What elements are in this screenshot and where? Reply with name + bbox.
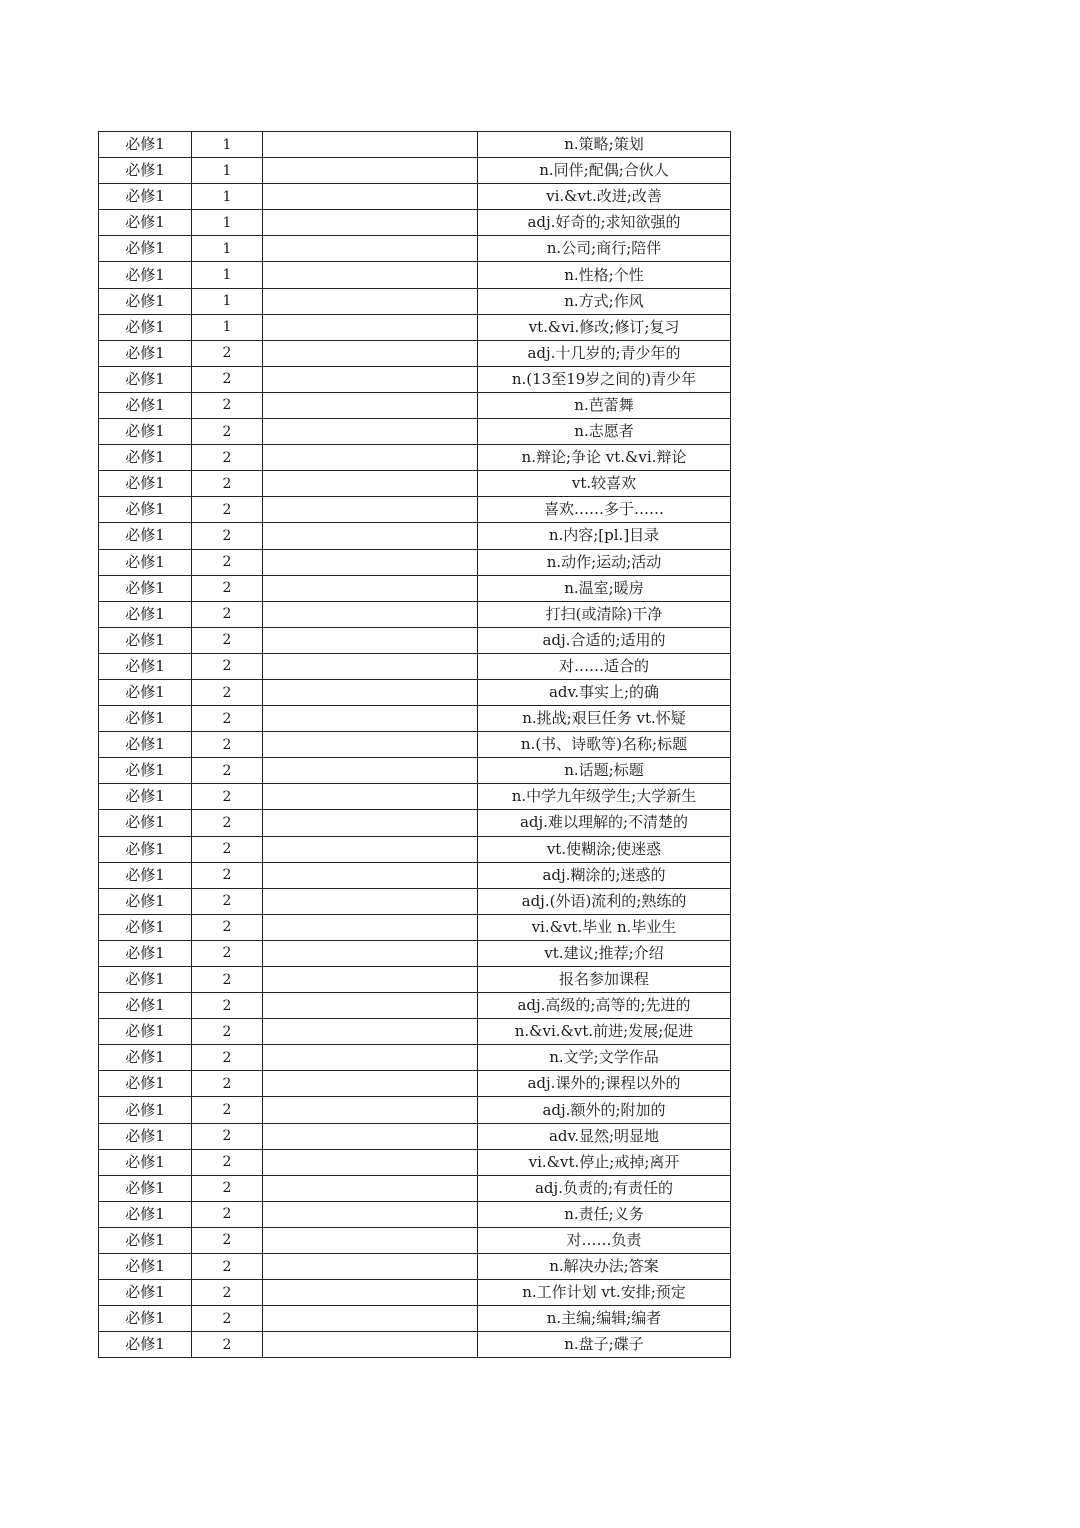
word-cell xyxy=(263,914,478,940)
book-cell: 必修1 xyxy=(99,888,192,914)
meaning-cell: n.&vi.&vt.前进;发展;促进 xyxy=(478,1019,731,1045)
unit-cell: 1 xyxy=(192,236,263,262)
table-row xyxy=(99,1175,731,1201)
unit-cell: 2 xyxy=(192,888,263,914)
word-cell xyxy=(263,1097,478,1123)
unit-cell: 2 xyxy=(192,758,263,784)
book-cell: 必修1 xyxy=(99,1175,192,1201)
vocabulary-table-body xyxy=(99,132,731,1358)
book-cell: 必修1 xyxy=(99,158,192,184)
unit-cell: 2 xyxy=(192,523,263,549)
table-row xyxy=(99,993,731,1019)
meaning-cell: vt.&vi.修改;修订;复习 xyxy=(478,314,731,340)
unit-cell: 2 xyxy=(192,653,263,679)
book-cell: 必修1 xyxy=(99,1071,192,1097)
meaning-cell: n.志愿者 xyxy=(478,419,731,445)
meaning-cell: adv.显然;明显地 xyxy=(478,1123,731,1149)
table-row xyxy=(99,392,731,418)
book-cell: 必修1 xyxy=(99,784,192,810)
unit-cell: 2 xyxy=(192,340,263,366)
word-cell xyxy=(263,758,478,784)
book-cell: 必修1 xyxy=(99,1227,192,1253)
table-row xyxy=(99,210,731,236)
meaning-cell: n.文学;文学作品 xyxy=(478,1045,731,1071)
unit-cell: 2 xyxy=(192,445,263,471)
book-cell: 必修1 xyxy=(99,627,192,653)
word-cell xyxy=(263,1123,478,1149)
book-cell: 必修1 xyxy=(99,549,192,575)
unit-cell: 2 xyxy=(192,1123,263,1149)
table-row xyxy=(99,1045,731,1071)
unit-cell: 1 xyxy=(192,158,263,184)
book-cell: 必修1 xyxy=(99,706,192,732)
table-row xyxy=(99,836,731,862)
meaning-cell: 对……适合的 xyxy=(478,653,731,679)
book-cell: 必修1 xyxy=(99,940,192,966)
book-cell: 必修1 xyxy=(99,445,192,471)
unit-cell: 2 xyxy=(192,1201,263,1227)
word-cell xyxy=(263,471,478,497)
meaning-cell: n.主编;编辑;编者 xyxy=(478,1306,731,1332)
table-row xyxy=(99,967,731,993)
word-cell xyxy=(263,158,478,184)
book-cell: 必修1 xyxy=(99,1201,192,1227)
book-cell: 必修1 xyxy=(99,1280,192,1306)
unit-cell: 1 xyxy=(192,184,263,210)
meaning-cell: adj.课外的;课程以外的 xyxy=(478,1071,731,1097)
meaning-cell: 喜欢……多于…… xyxy=(478,497,731,523)
meaning-cell: vt.建议;推荐;介绍 xyxy=(478,940,731,966)
book-cell: 必修1 xyxy=(99,862,192,888)
table-row xyxy=(99,1227,731,1253)
book-cell: 必修1 xyxy=(99,132,192,158)
table-row xyxy=(99,1306,731,1332)
book-cell: 必修1 xyxy=(99,419,192,445)
book-cell: 必修1 xyxy=(99,392,192,418)
unit-cell: 2 xyxy=(192,732,263,758)
unit-cell: 2 xyxy=(192,914,263,940)
meaning-cell: vt.较喜欢 xyxy=(478,471,731,497)
meaning-cell: n.辩论;争论 vt.&vi.辩论 xyxy=(478,445,731,471)
book-cell: 必修1 xyxy=(99,314,192,340)
unit-cell: 2 xyxy=(192,1045,263,1071)
table-row xyxy=(99,810,731,836)
word-cell xyxy=(263,810,478,836)
book-cell: 必修1 xyxy=(99,575,192,601)
book-cell: 必修1 xyxy=(99,523,192,549)
word-cell xyxy=(263,967,478,993)
meaning-cell: 报名参加课程 xyxy=(478,967,731,993)
word-cell xyxy=(263,1149,478,1175)
word-cell xyxy=(263,1254,478,1280)
word-cell xyxy=(263,732,478,758)
unit-cell: 2 xyxy=(192,810,263,836)
table-row xyxy=(99,784,731,810)
meaning-cell: n.(书、诗歌等)名称;标题 xyxy=(478,732,731,758)
word-cell xyxy=(263,366,478,392)
word-cell xyxy=(263,836,478,862)
book-cell: 必修1 xyxy=(99,993,192,1019)
word-cell xyxy=(263,1019,478,1045)
unit-cell: 2 xyxy=(192,627,263,653)
unit-cell: 1 xyxy=(192,132,263,158)
unit-cell: 2 xyxy=(192,679,263,705)
unit-cell: 2 xyxy=(192,836,263,862)
meaning-cell: vi.&vt.改进;改善 xyxy=(478,184,731,210)
book-cell: 必修1 xyxy=(99,1254,192,1280)
book-cell: 必修1 xyxy=(99,236,192,262)
unit-cell: 2 xyxy=(192,1306,263,1332)
meaning-cell: adj.好奇的;求知欲强的 xyxy=(478,210,731,236)
meaning-cell: n.解决办法;答案 xyxy=(478,1254,731,1280)
unit-cell: 2 xyxy=(192,1097,263,1123)
book-cell: 必修1 xyxy=(99,1045,192,1071)
word-cell xyxy=(263,210,478,236)
book-cell: 必修1 xyxy=(99,184,192,210)
table-row xyxy=(99,1254,731,1280)
table-row xyxy=(99,419,731,445)
word-cell xyxy=(263,1332,478,1358)
meaning-cell: n.同伴;配偶;合伙人 xyxy=(478,158,731,184)
book-cell: 必修1 xyxy=(99,1123,192,1149)
book-cell: 必修1 xyxy=(99,967,192,993)
table-row xyxy=(99,184,731,210)
meaning-cell: adj.额外的;附加的 xyxy=(478,1097,731,1123)
vocabulary-table xyxy=(98,131,731,1358)
word-cell xyxy=(263,523,478,549)
book-cell: 必修1 xyxy=(99,1332,192,1358)
book-cell: 必修1 xyxy=(99,1019,192,1045)
word-cell xyxy=(263,575,478,601)
meaning-cell: adj.(外语)流利的;熟练的 xyxy=(478,888,731,914)
table-row xyxy=(99,523,731,549)
table-row xyxy=(99,888,731,914)
unit-cell: 1 xyxy=(192,210,263,236)
meaning-cell: n.策略;策划 xyxy=(478,132,731,158)
table-row xyxy=(99,1071,731,1097)
table-row xyxy=(99,262,731,288)
unit-cell: 2 xyxy=(192,1019,263,1045)
meaning-cell: adj.十几岁的;青少年的 xyxy=(478,340,731,366)
word-cell xyxy=(263,862,478,888)
word-cell xyxy=(263,445,478,471)
word-cell xyxy=(263,940,478,966)
meaning-cell: vi.&vt.停止;戒掉;离开 xyxy=(478,1149,731,1175)
unit-cell: 2 xyxy=(192,601,263,627)
table-row xyxy=(99,679,731,705)
unit-cell: 2 xyxy=(192,1227,263,1253)
table-row xyxy=(99,758,731,784)
meaning-cell: n.责任;义务 xyxy=(478,1201,731,1227)
word-cell xyxy=(263,288,478,314)
book-cell: 必修1 xyxy=(99,288,192,314)
meaning-cell: adj.负责的;有责任的 xyxy=(478,1175,731,1201)
meaning-cell: adj.合适的;适用的 xyxy=(478,627,731,653)
table-row xyxy=(99,1332,731,1358)
table-row xyxy=(99,132,731,158)
unit-cell: 2 xyxy=(192,1071,263,1097)
meaning-cell: n.芭蕾舞 xyxy=(478,392,731,418)
table-row xyxy=(99,158,731,184)
book-cell: 必修1 xyxy=(99,836,192,862)
book-cell: 必修1 xyxy=(99,366,192,392)
table-row xyxy=(99,601,731,627)
word-cell xyxy=(263,1227,478,1253)
table-row xyxy=(99,340,731,366)
table-row xyxy=(99,445,731,471)
word-cell xyxy=(263,706,478,732)
unit-cell: 2 xyxy=(192,1280,263,1306)
unit-cell: 1 xyxy=(192,288,263,314)
meaning-cell: n.中学九年级学生;大学新生 xyxy=(478,784,731,810)
unit-cell: 2 xyxy=(192,1332,263,1358)
book-cell: 必修1 xyxy=(99,340,192,366)
meaning-cell: n.挑战;艰巨任务 vt.怀疑 xyxy=(478,706,731,732)
word-cell xyxy=(263,627,478,653)
unit-cell: 2 xyxy=(192,940,263,966)
unit-cell: 2 xyxy=(192,575,263,601)
table-row xyxy=(99,575,731,601)
table-row xyxy=(99,1097,731,1123)
meaning-cell: n.公司;商行;陪伴 xyxy=(478,236,731,262)
unit-cell: 2 xyxy=(192,862,263,888)
meaning-cell: n.内容;[pl.]目录 xyxy=(478,523,731,549)
word-cell xyxy=(263,601,478,627)
word-cell xyxy=(263,497,478,523)
book-cell: 必修1 xyxy=(99,601,192,627)
table-row xyxy=(99,1019,731,1045)
meaning-cell: n.温室;暖房 xyxy=(478,575,731,601)
book-cell: 必修1 xyxy=(99,471,192,497)
word-cell xyxy=(263,888,478,914)
meaning-cell: 打扫(或清除)干净 xyxy=(478,601,731,627)
meaning-cell: n.盘子;碟子 xyxy=(478,1332,731,1358)
book-cell: 必修1 xyxy=(99,210,192,236)
unit-cell: 2 xyxy=(192,1254,263,1280)
table-row xyxy=(99,366,731,392)
table-row xyxy=(99,549,731,575)
word-cell xyxy=(263,1306,478,1332)
book-cell: 必修1 xyxy=(99,914,192,940)
unit-cell: 2 xyxy=(192,967,263,993)
word-cell xyxy=(263,993,478,1019)
unit-cell: 1 xyxy=(192,262,263,288)
table-row xyxy=(99,288,731,314)
book-cell: 必修1 xyxy=(99,497,192,523)
book-cell: 必修1 xyxy=(99,1306,192,1332)
meaning-cell: adj.高级的;高等的;先进的 xyxy=(478,993,731,1019)
meaning-cell: n.工作计划 vt.安排;预定 xyxy=(478,1280,731,1306)
word-cell xyxy=(263,784,478,810)
book-cell: 必修1 xyxy=(99,758,192,784)
word-cell xyxy=(263,1280,478,1306)
table-row xyxy=(99,1201,731,1227)
word-cell xyxy=(263,392,478,418)
table-row xyxy=(99,862,731,888)
book-cell: 必修1 xyxy=(99,653,192,679)
unit-cell: 1 xyxy=(192,314,263,340)
table-row xyxy=(99,706,731,732)
word-cell xyxy=(263,1175,478,1201)
meaning-cell: n.(13至19岁之间的)青少年 xyxy=(478,366,731,392)
table-row xyxy=(99,1280,731,1306)
meaning-cell: adj.糊涂的;迷惑的 xyxy=(478,862,731,888)
book-cell: 必修1 xyxy=(99,262,192,288)
word-cell xyxy=(263,314,478,340)
table-row xyxy=(99,732,731,758)
word-cell xyxy=(263,1201,478,1227)
unit-cell: 2 xyxy=(192,1175,263,1201)
word-cell xyxy=(263,653,478,679)
table-row xyxy=(99,914,731,940)
meaning-cell: n.话题;标题 xyxy=(478,758,731,784)
word-cell xyxy=(263,1071,478,1097)
unit-cell: 2 xyxy=(192,706,263,732)
book-cell: 必修1 xyxy=(99,1097,192,1123)
unit-cell: 2 xyxy=(192,419,263,445)
book-cell: 必修1 xyxy=(99,1149,192,1175)
table-row xyxy=(99,1123,731,1149)
word-cell xyxy=(263,262,478,288)
table-row xyxy=(99,940,731,966)
unit-cell: 2 xyxy=(192,392,263,418)
table-row xyxy=(99,497,731,523)
table-row xyxy=(99,236,731,262)
table-row xyxy=(99,627,731,653)
unit-cell: 2 xyxy=(192,366,263,392)
table-row xyxy=(99,1149,731,1175)
word-cell xyxy=(263,679,478,705)
word-cell xyxy=(263,419,478,445)
unit-cell: 2 xyxy=(192,497,263,523)
word-cell xyxy=(263,1045,478,1071)
table-row xyxy=(99,653,731,679)
unit-cell: 2 xyxy=(192,549,263,575)
word-cell xyxy=(263,132,478,158)
unit-cell: 2 xyxy=(192,1149,263,1175)
table-row xyxy=(99,471,731,497)
unit-cell: 2 xyxy=(192,471,263,497)
book-cell: 必修1 xyxy=(99,732,192,758)
word-cell xyxy=(263,236,478,262)
word-cell xyxy=(263,184,478,210)
table-row xyxy=(99,314,731,340)
meaning-cell: adv.事实上;的确 xyxy=(478,679,731,705)
unit-cell: 2 xyxy=(192,784,263,810)
book-cell: 必修1 xyxy=(99,810,192,836)
meaning-cell: vi.&vt.毕业 n.毕业生 xyxy=(478,914,731,940)
meaning-cell: n.性格;个性 xyxy=(478,262,731,288)
word-cell xyxy=(263,340,478,366)
unit-cell: 2 xyxy=(192,993,263,1019)
meaning-cell: n.动作;运动;活动 xyxy=(478,549,731,575)
meaning-cell: vt.使糊涂;使迷惑 xyxy=(478,836,731,862)
word-cell xyxy=(263,549,478,575)
meaning-cell: adj.难以理解的;不清楚的 xyxy=(478,810,731,836)
meaning-cell: n.方式;作风 xyxy=(478,288,731,314)
book-cell: 必修1 xyxy=(99,679,192,705)
meaning-cell: 对……负责 xyxy=(478,1227,731,1253)
